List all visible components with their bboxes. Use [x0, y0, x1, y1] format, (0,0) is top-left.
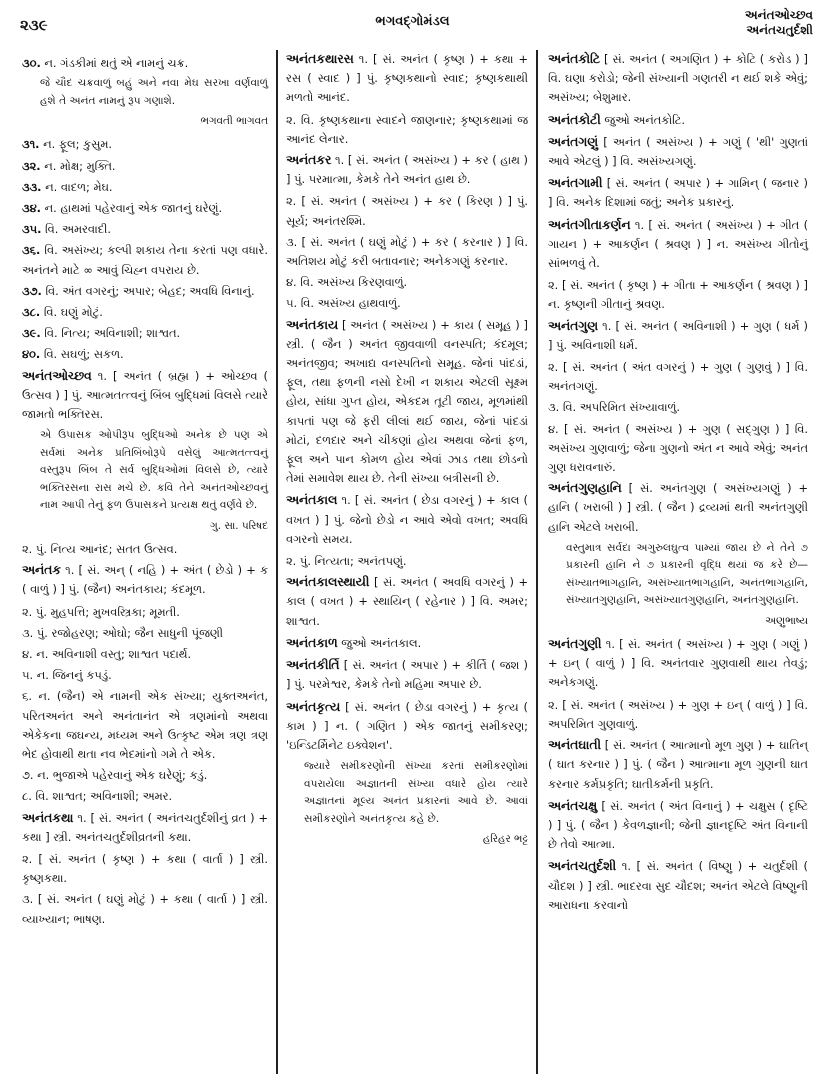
- sense: ૨. [ સં. અનંત ( કૃષ્ણ ) + કથા ( વાર્તા ) ] સ્ત્રી. કૃષ્ણકથા.: [22, 852, 268, 886]
- column-3: [538, 50, 810, 1080]
- headword: અનંતકથારસ: [286, 52, 354, 66]
- headword: અનંતગીતાકર્ણન: [548, 217, 631, 232]
- guide-word-last: અનંતચતુર્દશી: [746, 23, 813, 37]
- sense: ૨. [ સં. અનંત ( અંત વગરનું ) + ગુણ ( ગુણવું ) ] વિ. અનંતગણું.: [548, 360, 808, 394]
- cross-reference: જુઓ અનંતકોટિ.: [604, 112, 685, 127]
- headword: અનંતકર: [286, 153, 332, 168]
- dictionary-entry: [286, 698, 528, 756]
- headword: અનંતગુણી: [548, 637, 602, 652]
- quotation: વસ્તુમાત્ર સર્વદા અગુરુલઘુત્વ પામ્યાં જાય છે ને તેને ૭ પ્રકારની હાનિ ને ૭ પ્રકારની વૃદ્ધિ થયાં જ કરે છે—સંખ્યાતભાગહાનિ, અસંખ્યાતભાગહાનિ, અનંતભાગહાનિ, સંખ્યાતગુણહાનિ, અસંખ્યાતગુણહાનિ, અનંતગુણહાનિ.: [566, 541, 808, 607]
- definition: [ સં. અનંતગુણ ( અસંખ્યગણું ) + હાનિ ( ખરાબી ) ] સ્ત્રી. ( જૈન ) દ્રવ્યમાં થતી અનંતગુણી હાનિ એટલે ખરાબી.: [548, 481, 808, 534]
- dictionary-entry: [548, 479, 808, 537]
- sense: ૨. પું. મુહપત્તિ; મુખવસ્ત્રિકા; મૂમતી.: [22, 604, 180, 619]
- sense: ૨. [ સં. અનંત ( અસંખ્ય ) + કર ( કિરણ ) ] પું. સૂર્ય; અનંતરશ્મિ.: [286, 194, 528, 228]
- column-1: [14, 50, 276, 1080]
- quotation: એ ઉપાસક ઓપીરૂપ બુદ્ધિઓ અનેક છે પણ એ સર્વમાં અનેક પ્રતિબિંબોરૂપે વસેલું આત્મતત્ત્વનું વસ્તુરૂપ બિંબ તે સર્વ બુદ્ધિઓમાં વિલસે છે, ત્યારે ભક્તિરસના રાસ મચે છે. કવિ તેને અનંતઓચ્છવનું નામ આપી તેનું ફળ ઉપાસકને પ્રત્યક્ષ થતું વર્ણવે છે.: [40, 429, 268, 512]
- dictionary-entry: [286, 316, 528, 489]
- citation-source: અણુભાષ્ય: [765, 614, 808, 627]
- dictionary-entry: [22, 561, 268, 599]
- definition: [ અનંત ( અસંખ્ય ) + કાય ( સમૂહ ) ] સ્ત્રી. ( જૈન ) અનંત જીવવાળી વનસ્પતિ; કંદમૂલ; અનંતજીવ; અખાદ્ય વનસ્પતિનો સમૂહ. જેનાં પાંદડાં, ફૂલ, તથા ફળની નસો દેખી ન શકાય એટલી સૂક્ષ્મ હોય, સાંધા ગુપ્ત હોય, એકદમ તૂટી જાય, મૂળમાંથી કાપતાં પણ જે ફરી લીલાં થઈ જાય, જેનાં પાંદડાં મોટાં, દળદાર અને ચીકણાં હોય અથવા જેનાં ફળ, ફૂલ અને પાન કોમળ હોય એવાં ઝાડ તથા છોડનો તેમાં સમાવેશ થાય છે. તેની સંખ્યા બત્રીસની છે.: [286, 317, 528, 486]
- sense: ૬. ન. (જૈન) એ નામની એક સંખ્યા; યુક્તઅનંત, પરિતઅનંત અને અનંતાનંત એ ત્રણમાંનો અથવા એકેકના જઘન્ય, મધ્યમ અને ઉત્કૃષ્ટ એમ ત્રણ ત્રણ ભેદ હોવાથી થતા નવ ભેદમાંનો ગમે તે એક.: [22, 689, 268, 761]
- page-number: ૨૩૯: [20, 16, 48, 34]
- column-2: [276, 50, 538, 1074]
- sense: ૭. ન. ભુજાએ પહેરવાનું એક ઘરેણું; કડું.: [22, 768, 208, 783]
- dictionary-entry: [286, 151, 528, 189]
- dictionary-entry: [548, 216, 808, 274]
- dictionary-entry: [286, 50, 528, 108]
- headword: અનંતકાય: [286, 317, 339, 332]
- sense: ૩. [ સં. અનંત ( ઘણું મોટું ) + કથા ( વાર્તા ) ] સ્ત્રી. વ્યાખ્યાન; ભાષણ.: [22, 892, 268, 926]
- sense: ૩૪. ન. હાથમાં પહેરવાનું એક જાતનું ઘરેણું.: [22, 201, 223, 216]
- definition: [ સં. અનંત ( અપાર ) + ગામિન્ ( જનાર ) ] વિ. અનેક દિશામાં જતું; અનેક પ્રકારનું.: [548, 176, 808, 210]
- headword: અનંતકીર્તિ: [286, 658, 340, 673]
- citation-source: ભગવતી ભાગવત: [200, 115, 268, 128]
- headword: અનંતચતુર્દશી: [548, 859, 617, 874]
- running-title: ભગવદ્ગોમંડલ: [375, 14, 450, 29]
- citation-source: ગુ. સા. પરિષદ: [210, 519, 268, 532]
- dictionary-entry: [286, 656, 528, 694]
- dictionary-entry: [548, 317, 808, 355]
- guide-words: [745, 8, 813, 38]
- definition: [ અનંત ( અસંખ્ય ) + ગણું ( 'થી' ગુણતાં આવે એટલું ) ] વિ. અસંખ્યગણું.: [548, 134, 809, 169]
- headword: અનંતઓચ્છવ: [22, 368, 92, 383]
- sense: ૩૭. વિ. અંત વગરનું; અપાર; બેહદ; અવધિ વિનાનું.: [22, 283, 255, 298]
- dictionary-entry: [548, 174, 808, 212]
- sense: ૮. વિ. શાશ્વત; અવિનાશી; અમર.: [22, 789, 173, 804]
- quotation: જ્યારે સમીકરણોની સંખ્યા કરતાં સમીકરણોમાં વપરાયેલા અજ્ઞાતની સંખ્યા વધારે હોય ત્યારે અજ્ઞાતનાં મૂલ્ય અનંત પ્રકારનાં આવે છે. આવાં સમીકરણોને અનંતકૃત્ય કહે છે.: [304, 760, 528, 825]
- sense: ૪. ન. અવિનાશી વસ્તુ; શાશ્વત પદાર્થ.: [22, 646, 192, 661]
- dictionary-entry: [548, 736, 808, 794]
- definition: ૧. [ સં. અન્ ( નહિ ) + અંત ( છેડો ) + ક ( વાળું ) ] પું. (જૈન) અનંતકાય; કંદમૂળ.: [22, 563, 269, 597]
- dictionary-entry: [22, 367, 268, 425]
- headword: અનંતગણું: [548, 134, 598, 149]
- headword: અનંતકૃત્ય: [286, 699, 341, 714]
- definition: [ સં. અનંત ( અગણિત ) + કોટિ ( કરોડ ) ] વિ. ઘણા કરોડો; જેની સંખ્યાની ગણતરી ન થઈ શકે એવું; અસંખ્ય; બેશુમાર.: [548, 52, 808, 105]
- definition: ૧. [ સં. અનંત ( અસંખ્ય ) + ગીત ( ગાયન ) + આકર્ણન ( શ્રવણ ) ] ન. અસંખ્ય ગીતોનું સાંભળવું તે.: [548, 217, 809, 271]
- dictionary-entry: [548, 111, 808, 130]
- sense: ૩. [ સં. અનંત ( ઘણું મોટું ) + કર ( કરનાર ) ] વિ. અતિશય મોટું કરી બતાવનાર; અનેકગણું કરનાર.: [286, 234, 528, 269]
- sense: ૨. પું. નિત્યતા; અનંતપણું.: [286, 554, 407, 569]
- headword: અનંતકોટી: [548, 112, 601, 127]
- definition: ૧. [ સં. અનંત ( કૃષ્ણ ) + કથા + રસ ( સ્વાદ ) ] પું. કૃષ્ણકથાનો સ્વાદ; કૃષ્ણકથાથી મળતો આનંદ.: [286, 52, 529, 105]
- definition: ૧. [ સં. અનંત ( અવિનાશી ) + ગુણ ( ધર્મ ) ] પું. અવિનાશી ધર્મ.: [548, 318, 808, 352]
- sense: ૨. પું. નિત્ય આનંદ; સતત ઉત્સવ.: [22, 541, 178, 556]
- headword: અનંતકાળ: [286, 635, 338, 650]
- sense: ૫. ન. જિનનું કપડું.: [22, 668, 112, 683]
- sense: ૩૩. ન. વાદળ; મેઘ.: [22, 179, 113, 194]
- sense: ૩૬. વિ. અસંખ્ય; કલ્પી શકાય તેના કરતાં પણ વધારે. અનંતને માટે ∞ આવું ચિહ્ન વપરાય છે.: [22, 243, 268, 277]
- headword: અનંતકાલસ્થાયી: [286, 575, 370, 590]
- definition: ૧. [ સં. અનંત ( વિષ્ણુ ) + ચતુર્દશી ( ચૌદશ ) ] સ્ત્રી. ભાદરવા સુદ ચૌદશ; અનંત એટલે વિષ્ણુની આરાધના કરવાનો: [548, 859, 809, 912]
- page-header: [0, 0, 825, 50]
- sense: ૩૧. ન. ફૂલ; કુસુમ.: [22, 137, 112, 152]
- definition: [ સં. અનંત ( અવધિ વગરનું ) + કાલ ( વખત ) + સ્થાયિન્ ( રહેનાર ) ] વિ. અમર; શાશ્વત.: [286, 575, 528, 628]
- sense: ૩૯. વિ. નિત્ય; અવિનાશી; શાશ્વત.: [22, 326, 181, 341]
- dictionary-entry: [286, 491, 528, 549]
- sense: ૩૮. વિ. ઘણું મોટું.: [22, 305, 103, 320]
- definition: [ સં. અનંત ( છેડા વગરનું ) + કૃત્ય ( કામ ) ] ન. ( ગણિત ) એક જાતનું સમીકરણ; 'ઇન્ડિટર્મિનેટ ઇક્વેશન'.: [286, 699, 528, 752]
- definition: ૧. [ સં. અનંત ( છેડા વગરનું ) + કાલ ( વખત ) ] પું. જેનો છેડો ન આવે એવો વખત; અવધિ વગરનો સમય.: [286, 493, 528, 546]
- sense: ૪. વિ. અસંખ્ય કિરણવાળું.: [286, 275, 408, 290]
- definition: ૧. [ સં. અનંત ( અનંતચતુર્દશીનું વ્રત ) + કથા ] સ્ત્રી. અનંતચતુર્દશીવ્રતની કથા.: [22, 810, 268, 844]
- sense: ૩. પું. રજોહરણ; ઓઘો; જૈન સાધુની પૂંજણી: [22, 625, 224, 640]
- sense: ૪. [ સં. અનંત ( અસંખ્ય ) + ગુણ ( સદ્ગુણ ) ] વિ. અસંખ્ય ગુણવાળું; જેના ગુણનો અંત ન આવે એવું; અનંત ગુણ ધરાવનારું.: [548, 421, 808, 475]
- definition: ૧. [ સં. અનંત ( અસંખ્ય ) + કર ( હાથ ) ] પું. પરમાત્મા, કેમકે તેને અનંત હાથ છે.: [286, 153, 528, 187]
- quotation: જે ચૌદ ચક્રવાળું બહું અને નવા મેઘ સરખા વર્ણવાળું હશે તે અનંત નામનું રૂપ ગણાશે.: [40, 77, 268, 107]
- sense: ૪૦. વિ. સઘળું; સકળ.: [22, 347, 124, 362]
- sense: ૨. [ સં. અનંત ( અસંખ્ય ) + ગુણ + ઇન્ ( વાળું ) ] વિ. અપરિમિત ગુણવાળું.: [548, 697, 808, 731]
- sense: ૨. વિ. કૃષ્ણકથાના સ્વાદને જાણનાર; કૃષ્ણકથામાં જ આનંદ લેનાર.: [286, 112, 528, 146]
- definition: ૧. [ અનંત ( બ્રહ્મ ) + ઓચ્છવ ( ઉત્સવ ) ] પું. આત્મતત્ત્વનું બિંબ બુદ્ધિમાં વિલસે ત્યારે જામતો ભક્તિરસ.: [22, 368, 268, 422]
- sense: ૩૨. ન. મોક્ષ; મુક્તિ.: [22, 158, 116, 173]
- dictionary-entry: [548, 133, 808, 171]
- dictionary-entry: [548, 50, 808, 108]
- headword: અનંતકાલ: [286, 493, 338, 508]
- dictionary-entry: [286, 634, 528, 653]
- headword: અનંતગુણહાનિ: [548, 481, 622, 496]
- dictionary-entry: [22, 809, 268, 847]
- sense: ૩૦. ન. ગંડકીમાં થતું એ નામનું ચક્ર.: [22, 56, 189, 70]
- cross-reference: જુઓ અનંતકાલ.: [341, 635, 422, 650]
- citation-source: હરિહર ભટ્ટ: [482, 833, 528, 846]
- sense: ૫. વિ. અસંખ્ય હાથવાળું.: [286, 296, 401, 311]
- sense: ૩. વિ. અપરિમિત સંખ્યાવાળું.: [548, 400, 681, 415]
- guide-word-first: અનંતઓચ્છવ: [744, 8, 813, 22]
- dictionary-entry: [548, 635, 808, 693]
- headword: અનંતકથા: [22, 810, 74, 825]
- headword: અનંતગુણ: [548, 318, 598, 333]
- dictionary-entry: [286, 573, 528, 631]
- dictionary-entry: [548, 797, 808, 855]
- dictionary-entry: [548, 857, 808, 915]
- definition: [ સં. અનંત ( અપાર ) + કીર્તિ ( જશ ) ] પું. પરમેશ્વર, કેમકે તેનો મહિમા અપાર છે.: [286, 658, 528, 692]
- headword: અનંતકોટિ: [548, 52, 600, 66]
- definition: [ સં. અનંત ( આત્માનો મૂળ ગુણ ) + ઘાતિન્ ( ઘાત કરનાર ) ] પું. ( જૈન ) આત્માના મૂળ ગુણની ઘાત કરનાર કર્મપ્રકૃતિ; ઘાતીકર્મની પ્રકૃતિ.: [548, 738, 808, 791]
- sense: ૨. [ સં. અનંત ( કૃષ્ણ ) + ગીતા + આકર્ણન ( શ્રવણ ) ] ન. કૃષ્ણની ગીતાનું શ્રવણ.: [548, 278, 808, 312]
- headword: અનંતચક્ષુ: [548, 798, 598, 813]
- sense: ૩૫. વિ. અમરવાદી.: [22, 222, 112, 237]
- headword: અનંતક: [22, 563, 61, 578]
- dictionary-columns: [14, 50, 814, 1080]
- definition: [ સં. અનંત ( અંત વિનાનું ) + ચક્ષુસ ( દૃષ્ટિ ) ] પું. ( જૈન ) કેવળજ્ઞાની; જેની જ્ઞાનદૃષ્ટિ અંત વિનાની છે તેવો આત્મા.: [548, 798, 808, 852]
- headword: અનંતગામી: [548, 176, 603, 191]
- headword: અનંતઘાતી: [548, 738, 601, 753]
- definition: ૧. [ સં. અનંત ( અસંખ્ય ) + ગુણ ( ગણું ) + ઇન્ ( વાળું ) ] વિ. અનંતવાર ગુણવાથી થાય તેવડું; અનેકગણું.: [548, 637, 808, 690]
